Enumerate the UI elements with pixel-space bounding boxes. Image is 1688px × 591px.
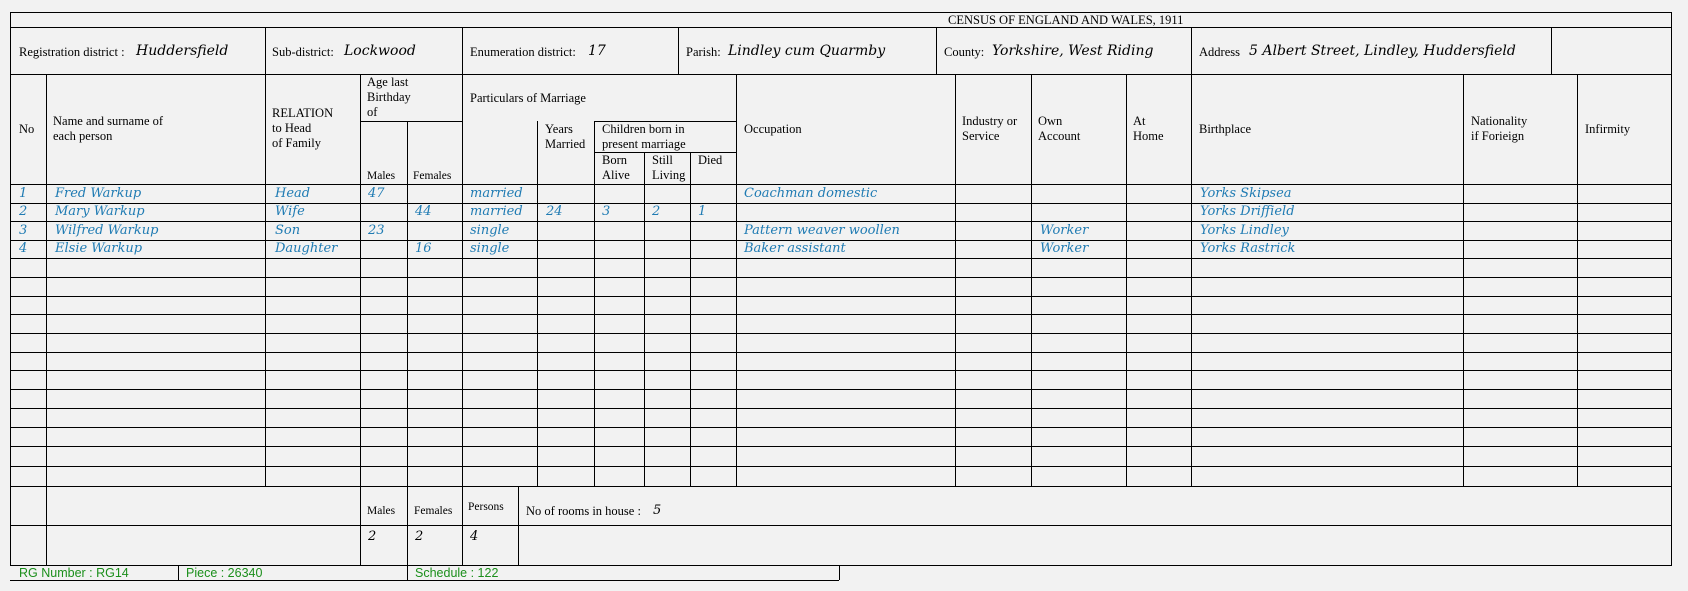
row-occupation: Coachman domestic — [744, 186, 878, 201]
parish-label: Parish: — [686, 45, 721, 59]
row-name: Fred Warkup — [55, 186, 142, 201]
header-industry: Industry or Service — [962, 114, 1018, 143]
header-at-home: At Home — [1133, 114, 1164, 143]
schedule-number: Schedule : 122 — [415, 566, 499, 580]
county-label: County: — [944, 45, 985, 59]
row-marriage: single — [470, 223, 510, 238]
row-years-married: 24 — [546, 204, 563, 219]
row-males: 47 — [368, 186, 385, 201]
row-name: Mary Warkup — [55, 204, 145, 219]
row-birthplace: Yorks Skipsea — [1200, 186, 1292, 201]
header-years-married: Years Married — [545, 122, 586, 151]
row-birthplace: Yorks Rastrick — [1200, 241, 1296, 256]
totals-males-label: Males — [367, 505, 396, 517]
header-relation: RELATION to Head of Family — [272, 106, 334, 150]
totals-males-value: 2 — [368, 529, 377, 544]
header-no: No — [19, 122, 35, 136]
header-born-alive: Born Alive — [602, 153, 630, 182]
row-marriage: married — [470, 204, 523, 219]
header-age: Age last Birthday of — [367, 75, 411, 119]
registration-district-value: Huddersfield — [136, 43, 229, 59]
header-children: Children born in present marriage — [602, 122, 686, 151]
header-occupation: Occupation — [744, 122, 802, 136]
row-females: 16 — [415, 241, 432, 256]
sub-district-label: Sub-district: — [272, 45, 334, 59]
row-no: 3 — [19, 223, 28, 238]
totals-females-value: 2 — [415, 529, 424, 544]
registration-district-label: Registration district : — [19, 45, 125, 59]
header-name: Name and surname of each person — [53, 114, 164, 143]
enumeration-district-label: Enumeration district: — [470, 45, 576, 59]
row-relation: Head — [275, 186, 311, 201]
row-no: 1 — [19, 186, 28, 201]
row-males: 23 — [368, 223, 385, 238]
row-relation: Wife — [275, 204, 305, 219]
piece-number: Piece : 26340 — [186, 566, 263, 580]
rooms-label: No of rooms in house : — [526, 504, 641, 518]
header-females: Females — [413, 170, 452, 182]
header-own-account: Own Account — [1038, 114, 1081, 143]
totals-females-label: Females — [414, 505, 453, 517]
header-infirmity: Infirmity — [1585, 122, 1631, 136]
row-birthplace: Yorks Driffield — [1200, 204, 1295, 219]
row-born-alive: 3 — [602, 204, 611, 219]
row-name: Wilfred Warkup — [55, 223, 159, 238]
row-females: 44 — [415, 204, 432, 219]
row-name: Elsie Warkup — [55, 241, 143, 256]
header-died: Died — [698, 153, 723, 167]
totals-persons-value: 4 — [470, 529, 479, 544]
county-value: Yorkshire, West Riding — [992, 43, 1154, 59]
address-label: Address — [1199, 45, 1240, 59]
header-birthplace: Birthplace — [1199, 122, 1252, 136]
row-relation: Daughter — [275, 241, 338, 256]
rg-number: RG Number : RG14 — [19, 566, 129, 580]
row-died: 1 — [698, 204, 707, 219]
rooms-value: 5 — [653, 503, 662, 518]
totals-persons-label: Persons — [468, 501, 504, 513]
row-no: 4 — [19, 241, 28, 256]
row-own-account: Worker — [1040, 241, 1089, 256]
header-males: Males — [367, 170, 396, 182]
header-marriage: Particulars of Marriage — [470, 91, 586, 105]
row-occupation: Pattern weaver woollen — [744, 223, 900, 238]
row-no: 2 — [19, 204, 28, 219]
address-value: 5 Albert Street, Lindley, Huddersfield — [1249, 43, 1516, 59]
header-still-living: Still Living — [652, 153, 686, 182]
row-marriage: single — [470, 241, 510, 256]
row-birthplace: Yorks Lindley — [1200, 223, 1289, 238]
row-marriage: married — [470, 186, 523, 201]
form-title: CENSUS OF ENGLAND AND WALES, 1911 — [948, 13, 1184, 27]
enumeration-district-value: 17 — [588, 43, 606, 59]
row-still-living: 2 — [652, 204, 661, 219]
header-nationality: Nationality if Forieign — [1471, 114, 1528, 143]
row-own-account: Worker — [1040, 223, 1089, 238]
sub-district-value: Lockwood — [344, 43, 416, 59]
row-relation: Son — [275, 223, 301, 238]
row-occupation: Baker assistant — [744, 241, 846, 256]
parish-value: Lindley cum Quarmby — [728, 43, 886, 59]
